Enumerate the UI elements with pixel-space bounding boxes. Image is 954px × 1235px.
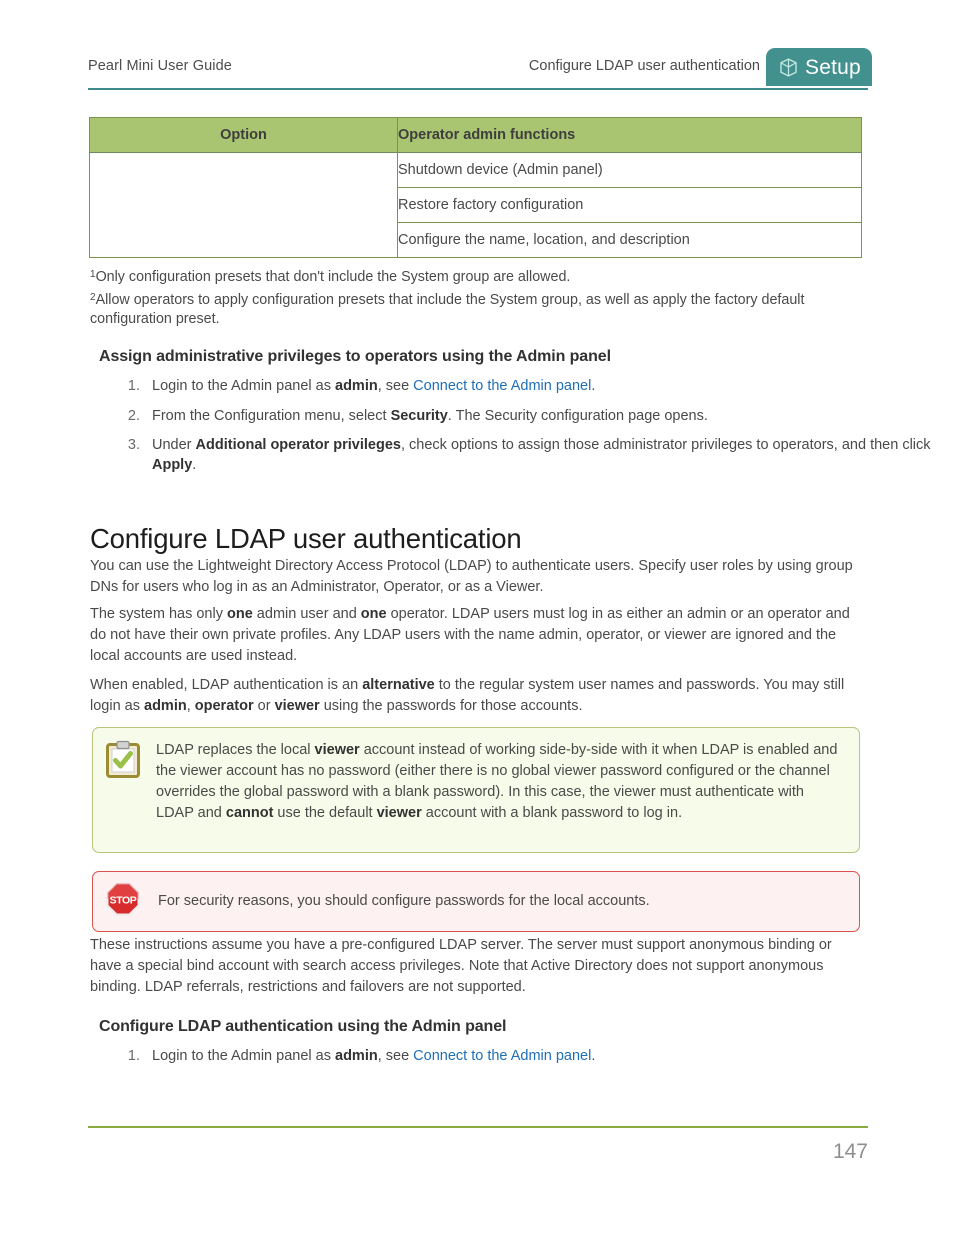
emphasis-text: Apply (152, 456, 193, 473)
page-number: 147 (832, 1140, 868, 1163)
body-text: Under (152, 437, 196, 453)
header-divider (88, 88, 868, 90)
option-cell-blank (90, 153, 398, 258)
assign-privileges-steps (90, 377, 934, 485)
table-header-row (90, 118, 862, 153)
body-text: or (253, 698, 275, 714)
package-box-icon (778, 57, 799, 78)
footer-divider (88, 1126, 868, 1128)
warning-callout (92, 871, 860, 932)
body-text: LDAP replaces the local (156, 742, 315, 758)
body-text: use the default (273, 805, 377, 821)
footnote-marker: 2 (90, 291, 96, 303)
ldap-paragraph-3 (90, 675, 862, 717)
body-text: operator. LDAP users must log in as either an admin or an operator and do not have their own private profiles. Any LDAP users with the name admin, operator, or viewer are ignored and the local accounts are used instead. (90, 606, 850, 664)
ldap-paragraph-1 (90, 556, 862, 598)
emphasis-text: one (360, 606, 387, 622)
setup-badge-label: Setup (805, 55, 861, 79)
list-item (144, 377, 934, 397)
heading-assign-privileges: Assign administrative privileges to operators using the Admin panel (99, 348, 611, 365)
body-text: From the Configuration menu, select (152, 407, 391, 424)
body-text: account with a blank password to log in. (421, 805, 683, 821)
list-item (144, 1047, 934, 1067)
body-text: admin user and (252, 606, 361, 622)
column-header-functions: Operator admin functions (398, 118, 862, 153)
note-callout-text (144, 740, 843, 824)
page-title: Configure LDAP user authentication (90, 523, 522, 555)
column-header-option: Option (90, 118, 398, 153)
setup-badge (766, 48, 872, 86)
body-text: , (186, 698, 195, 714)
footnotes (90, 265, 868, 330)
operator-admin-functions-table (89, 117, 862, 258)
body-text: to the regular system user names and passwords. You may still login as (90, 677, 845, 714)
ldap-paragraph-2 (90, 604, 862, 667)
body-text: When enabled, LDAP authentication is an (90, 677, 363, 693)
body-text: , see (377, 1048, 414, 1064)
emphasis-text: alternative (362, 677, 435, 693)
page-header (88, 52, 868, 88)
footnote-2 (90, 288, 868, 330)
body-text: account instead of working side-by-side with it when LDAP is enabled and the viewer account has no password (either there is no global viewer password configured or the channel overrides the global password with a blank password). In this case, the viewer must authenticate with LDAP and (156, 742, 838, 821)
svg-text:STOP: STOP (109, 894, 137, 907)
body-text: Login to the Admin panel as (152, 378, 335, 394)
body-text: These instructions assume you have a pre-configured LDAP server. The server must support anonymous binding or have a special bind account with search access privileges. Note that Active Directory does not support anonymous binding. LDAP referrals, restrictions and failovers are not supported. (90, 937, 832, 995)
list-item (144, 407, 934, 427)
body-text: , check options to assign those administrator privileges to operators, and then click (400, 437, 931, 453)
ldap-admin-steps (90, 1047, 934, 1077)
function-cell: Configure the name, location, and description (398, 223, 862, 258)
body-text: . The Security configuration page opens. (447, 407, 708, 424)
emphasis-text: one (227, 606, 253, 622)
body-text: . (192, 456, 197, 473)
function-cell: Shutdown device (Admin panel) (398, 153, 862, 188)
body-text: . (591, 1048, 596, 1064)
guide-title: Pearl Mini User Guide (88, 58, 232, 74)
list-item (144, 436, 934, 475)
footnote-1 (90, 265, 868, 288)
ldap-paragraph-4 (90, 935, 862, 998)
emphasis-text: Security (390, 407, 448, 424)
section-title-header: Configure LDAP user authentication (528, 58, 760, 74)
cross-reference-link[interactable]: Connect to the Admin panel (413, 1048, 592, 1064)
emphasis-text: viewer (376, 805, 422, 821)
body-text: . (591, 378, 596, 394)
emphasis-text: admin (335, 1048, 378, 1064)
emphasis-text: operator (194, 698, 254, 714)
emphasis-text: admin (335, 378, 378, 394)
emphasis-text: viewer (314, 742, 360, 758)
footnote-text: Allow operators to apply configuration presets that include the System group, as well as apply the factory default configuration preset. (90, 291, 805, 327)
emphasis-text: Additional operator privileges (195, 437, 401, 453)
body-text: using the passwords for those accounts. (319, 698, 583, 714)
body-text: For security reasons, you should configure passwords for the local accounts. (158, 893, 650, 909)
body-text: , see (377, 378, 414, 394)
function-cell: Restore factory configuration (398, 188, 862, 223)
stop-sign-icon (106, 882, 144, 921)
emphasis-text: viewer (274, 698, 320, 714)
clipboard-check-icon (106, 740, 144, 783)
body-text: The system has only (90, 606, 227, 622)
footnote-text: Only configuration presets that don't include the System group are allowed. (95, 269, 571, 285)
cross-reference-link[interactable]: Connect to the Admin panel (413, 378, 592, 394)
table-row (90, 153, 862, 188)
body-text: Login to the Admin panel as (152, 1048, 335, 1064)
note-callout (92, 727, 860, 853)
footnote-marker: 1 (90, 269, 96, 280)
emphasis-text: cannot (225, 805, 274, 821)
warning-callout-text (144, 891, 650, 912)
body-text: You can use the Lightweight Directory Access Protocol (LDAP) to authenticate users. Specify user roles by using group DNs for users who log in as an Administrator, Operator, or as a Viewer. (90, 558, 853, 595)
emphasis-text: admin (144, 698, 187, 714)
heading-ldap-admin-panel: Configure LDAP authentication using the Admin panel (99, 1018, 507, 1035)
